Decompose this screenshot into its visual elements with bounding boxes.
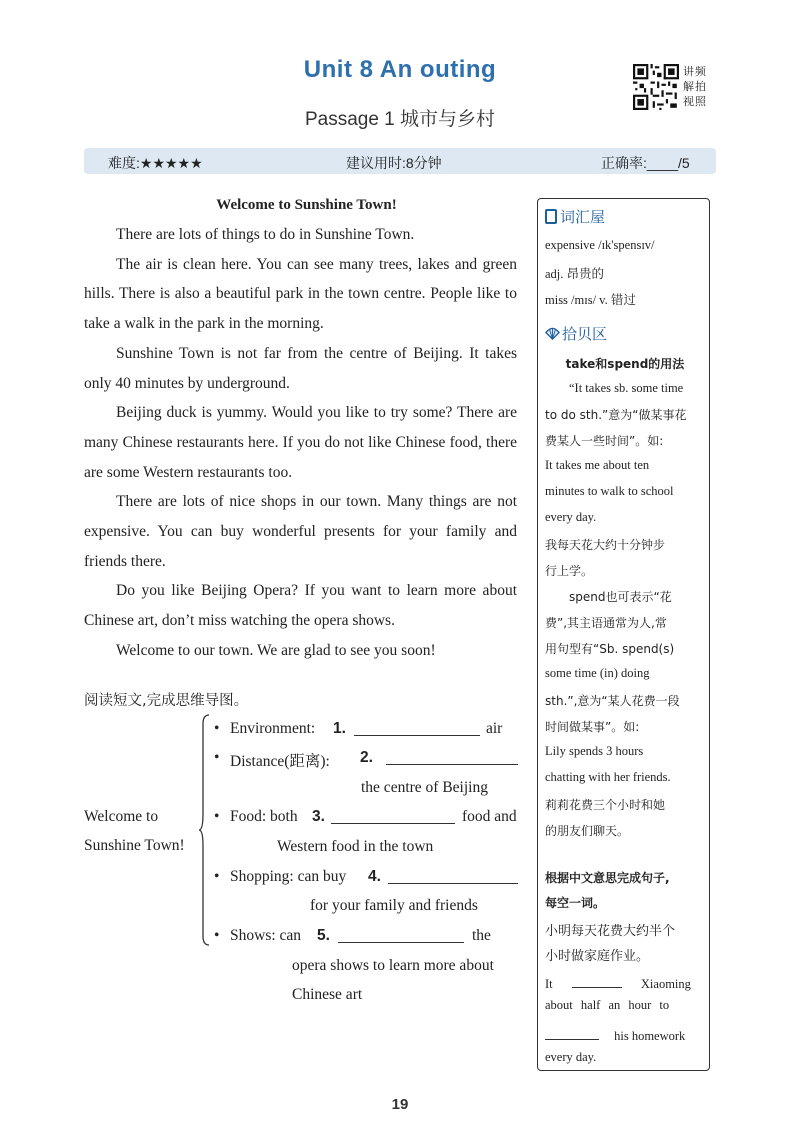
exercise-en-line4: every day. [545,1050,597,1064]
mindmap-heading: 阅读短文,完成思维导图。 [84,693,249,709]
shows-line3: Chinese art [292,986,363,1003]
qr-block[interactable] [633,64,707,110]
blank-number-4: 4. [368,868,381,885]
mindmap-root-line1: Welcome to [84,808,159,825]
tips-subheading: take和spend的用法 [565,357,685,371]
mindmap-bullet: • [214,868,220,885]
difficulty-rating: 难度:★★★★★ [108,155,203,171]
shell-icon [545,326,560,341]
qr-caption [683,64,707,110]
exercise-blank-1[interactable] [572,972,622,988]
tips-line: some time (in) doing [545,666,650,680]
qr-caption-char: 照 [695,95,706,108]
vocab-item: miss /mɪs/ v. 错过 [545,293,636,307]
tips-line: 费某人一些时间”。如: [545,434,664,448]
tips-heading [545,323,705,344]
article-paragraph: There are lots of things to do in Sunshine Town. [116,226,415,243]
qr-caption-char: 拍 [695,80,706,93]
food-label: Food: both [230,808,298,825]
exercise-homework: his homework [614,1029,686,1043]
exercise-cn-line: 小明每天花费大约半个 [545,924,676,939]
exercise-word-it: It [545,977,553,991]
tips-line: to do sth.”意为“做某事花 [545,408,687,422]
answer-blank-5[interactable] [338,927,464,943]
suggested-time: 建议用时:8分钟 [346,155,442,171]
article-paragraph: Beijing duck is yummy. Would you like to try some? There are many Chinese restaurants here. If you do not like Chinese food, there are some Western restaurants too. [84,404,517,481]
tips-line: “It takes sb. some time [569,381,684,395]
vocab-item: adj. 昂贵的 [545,267,605,281]
exercise-en-line3 [545,1024,705,1044]
exercise-word-xiaoming: Xiaoming [640,977,691,991]
blank-number-5: 5. [317,927,330,944]
tips-heading-text: 拾贝区 [562,325,608,343]
answer-blank-4[interactable] [388,868,518,884]
tips-line: 我每天花大约十分钟步 [545,538,666,552]
exercise-blank-2[interactable] [545,1024,599,1040]
book-icon [545,209,557,224]
shows-tail: the [472,927,491,944]
tips-line: spend也可表示“花 [569,590,672,604]
shopping-label: Shopping: can buy [230,868,347,885]
distance-label: Distance(距离): [230,753,330,770]
blank-number-1: 1. [333,720,346,737]
qr-caption-char: 视 [683,95,694,108]
article-paragraph: Do you like Beijing Opera? If you want to learn more about Chinese art, don’t miss watching the opera shows. [84,582,517,630]
mindmap-root-line2: Sunshine Town! [84,837,185,854]
shows-label: Shows: can [230,927,302,944]
unit-title: Unit 8 An outing [303,56,497,83]
qr-caption-char: 讲 [683,65,694,78]
tips-line: chatting with her friends. [545,770,671,784]
answer-blank-3[interactable] [331,808,455,824]
tips-line: It takes me about ten [545,458,650,472]
answer-blank-2[interactable] [386,749,518,765]
env-label: Environment: [230,720,316,737]
accuracy-field[interactable]: 正确率:____/5 [601,155,690,171]
page-number: 19 [391,1096,409,1113]
food-line2: Western food in the town [277,838,434,855]
article-body [84,220,517,666]
passage-title: Passage 1 城市与乡村 [304,109,496,130]
tips-line: 时间做某事”。如: [545,720,640,734]
vocab-heading-text: 词汇屋 [560,208,606,226]
tips-line: 用句型有“Sb. spend(s) [545,642,675,656]
vocab-item: expensive /ɪk'spensɪv/ [545,238,655,252]
qr-caption-char: 频 [695,65,706,78]
qr-code-icon[interactable] [633,64,679,110]
qr-caption-char: 解 [683,80,694,93]
mindmap-bullet: • [214,808,220,825]
tips-line: Lily spends 3 hours [545,744,644,758]
tips-line: 莉莉花费三个小时和她 [545,798,666,812]
tips-line: 的朋友们聊天。 [545,824,630,838]
env-tail: air [486,720,503,737]
article-paragraph: The air is clean here. You can see many trees, lakes and green hills. There is also a beautiful park in the town centre. People like to take a walk in the park in the morning. [84,255,517,333]
mindmap-bullet: • [214,749,220,766]
shopping-line2: for your family and friends [310,897,478,914]
food-tail: food and [462,808,517,825]
exercise-heading-line1: 根据中文意思完成句子, [545,871,670,885]
mindmap-bullet: • [214,720,220,737]
mindmap-bullet: • [214,927,220,944]
blank-number-2: 2. [360,749,373,766]
info-bar [84,148,716,174]
article-paragraph: There are lots of nice shops in our town. Many things are not expensive. You can buy wonderful presents for your family and friends there. [84,493,517,570]
vocab-heading [545,206,705,227]
shows-line2: opera shows to learn more about [292,957,494,974]
answer-blank-1[interactable] [354,720,480,736]
tips-line: sth.”,意为“某人花费一段 [545,694,680,708]
distance-line2: the centre of Beijing [361,779,488,796]
article-paragraph: Sunshine Town is not far from the centre of Beijing. It takes only 40 minutes by underground. [84,344,517,392]
mindmap-brace [199,714,211,946]
exercise-cn-line: 小时做家庭作业。 [545,949,650,964]
article-title: Welcome to Sunshine Town! [216,197,397,213]
exercise-heading-line2: 每空一词。 [545,896,606,910]
tips-line: 费”,其主语通常为人,常 [545,616,667,630]
tips-line: minutes to walk to school [545,484,674,498]
article-paragraph: Welcome to our town. We are glad to see you soon! [116,641,436,659]
tips-line: 行上学。 [545,564,594,578]
blank-number-3: 3. [312,808,325,825]
exercise-en-line2: about half an hour to [545,998,670,1012]
tips-line: every day. [545,510,597,524]
exercise-en-line1 [545,972,705,992]
